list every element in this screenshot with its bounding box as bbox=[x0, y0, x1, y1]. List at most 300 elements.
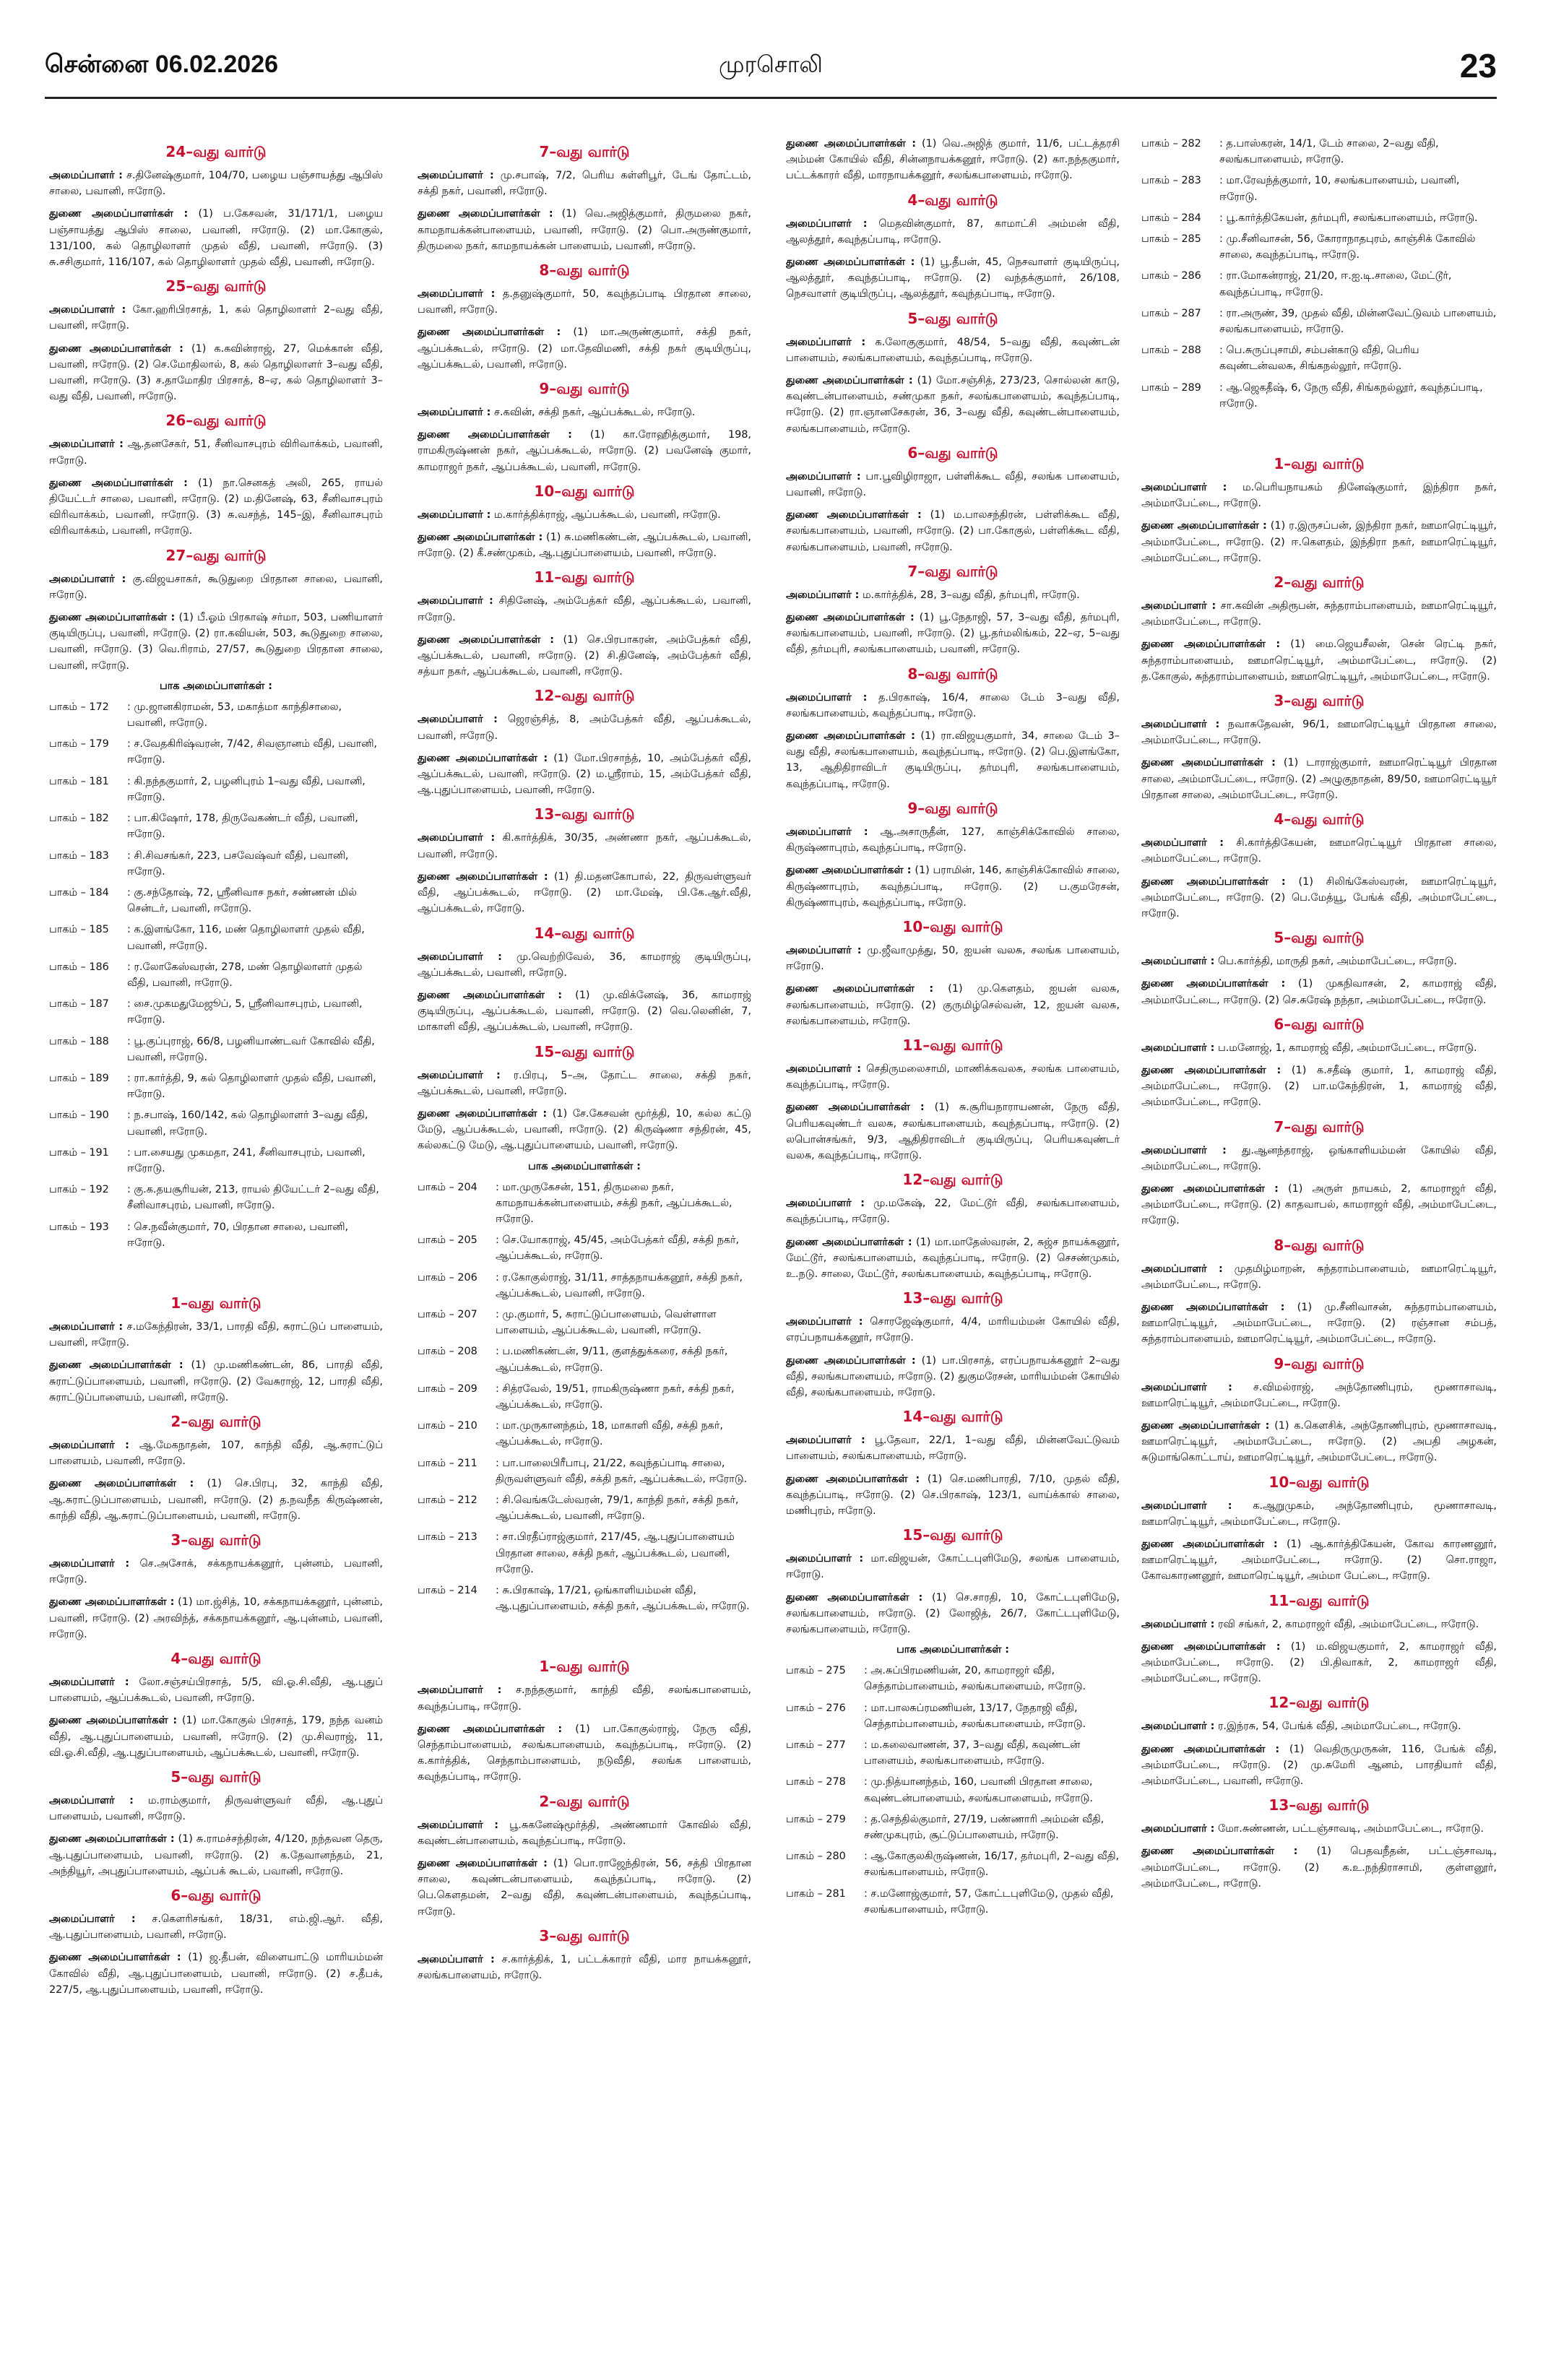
ward-heading: 12–வது வார்டு bbox=[902, 1171, 1003, 1189]
appointee-entry bbox=[786, 1432, 1120, 1464]
ward-heading: 10–வது வார்டு bbox=[902, 917, 1003, 935]
booth-row bbox=[49, 1070, 383, 1102]
booth-details: : ந.சபாஷ், 160/142, கல் தொழிலாளர் 3–வது வீதி, பவானி, ஈரோடு. bbox=[127, 1109, 368, 1138]
role-label: துணை அமைப்பாளர்கள் : bbox=[786, 1354, 916, 1367]
ward-heading: 3–வது வார்டு bbox=[170, 1531, 262, 1549]
role-label: அமைப்பாளர் : bbox=[1141, 482, 1227, 494]
appointee-entry bbox=[1141, 1261, 1497, 1293]
role-label: துணை அமைப்பாளர்கள் : bbox=[786, 1591, 923, 1604]
entry-details: (1) டாராஜ்குமார், ஊமாரெட்டியூர் பிரதான சாலை, அம்மாபேட்டை, ஈரோடு. (2) அழுகுநாதன், 89/50, ஊமாரெட்டியூர் பிரதான சாலை, அம்மாபேட்டை, ஈரோடு. bbox=[1141, 757, 1497, 801]
entry-details: (1) பராமின், 146, காஞ்சிக்கோவில் சாலை, கிருஷ்ணாபுரம், கவுந்தப்பாடி, ஈரோடு. (2) ப.குமரேசன், கிருஷ்ணாபுரம், கவுந்தப்பாடி, ஈரோடு. bbox=[786, 865, 1120, 909]
entry-details: (1) தி.மதனகோபால், 22, திருவள்ளுவர் வீதி, ஆப்பக்கூடல், ஈரோடு. (2) மா.மேஷ், பி.கே.ஆர்.வீதி, ஆப்பக்கூடல், ஈரோடு. bbox=[418, 870, 751, 915]
entry-details: ச.மகேந்திரன், 33/1, பாரதி வீதி, சுராட்டுப் பாளையம், பவானி, ஈரோடு. bbox=[49, 1320, 383, 1349]
booth-row bbox=[418, 1270, 751, 1302]
ward-heading: 3–வது வார்டு bbox=[539, 1926, 630, 1944]
ward-heading: 11–வது வார்டு bbox=[534, 568, 635, 587]
booth-number: பாகம் – 188 bbox=[49, 1035, 109, 1047]
entry-details: (1) மோ.சஞ்சித், 273/23, சொல்லன் காடு, கவுண்டன்பாளையம், சண்முகா நகர், சலங்கபாளையம், கவுந்தப்பாடி, ஈரோடு. (2) ரா.ஞானசேகரன், 36, 3–வது வீதி, கவுண்டன்பாளையம், சலங்கபாளையம், ஈரோடு. bbox=[786, 375, 1120, 435]
booth-number: பாகம் – 275 bbox=[786, 1665, 846, 1677]
booth-details: : ரா.மோகன்ராஜ், 21/20, ஈ.ஐ.டி.சாலை, மேட்டூர், கவுந்தப்பாடி, ஈரோடு. bbox=[1219, 270, 1452, 298]
appointee-entry bbox=[1141, 598, 1497, 630]
role-label: அமைப்பாளர் : bbox=[49, 304, 126, 316]
booth-row bbox=[418, 1492, 751, 1524]
ward-heading: 10–வது வார்டு bbox=[534, 482, 635, 500]
entry-details: (1) மு.விக்னேஷ், 36, காமராஜ் குடியிருப்பு, ஆப்பக்கூடல், பவானி, ஈரோடு. (2) வெ.லெனின், 7, மாகாளி வீதி, ஆப்பக்கூடல், பவானி, ஈரோடு. bbox=[418, 989, 751, 1034]
booth-number: பாகம் – 287 bbox=[1141, 307, 1201, 319]
dateline: சென்னை 06.02.2026 bbox=[45, 51, 279, 78]
ward-heading: 3–வது வார்டு bbox=[1274, 692, 1365, 710]
newspaper-name: முரசொலி bbox=[719, 51, 823, 78]
booth-details: : ர.லோகேஸ்வரன், 278, மண் தொழிலாளர் முதல் வீதி, பவானி, ஈரோடு. bbox=[127, 961, 363, 989]
booth-number: பாகம் – 187 bbox=[49, 998, 109, 1011]
appointee-entry bbox=[418, 168, 751, 199]
booth-details: : பூ.கார்த்திகேயன், தர்மபுரி, சலங்கபாளையம், ஈரோடு. bbox=[1219, 212, 1478, 224]
appointee-entry bbox=[1141, 835, 1497, 867]
role-label: துணை அமைப்பாளர்கள் : bbox=[786, 509, 922, 522]
booth-number: பாகம் – 181 bbox=[49, 775, 109, 787]
entry-details: (1) சே.கேசவன் மூர்த்தி, 10, கல்ல கட்டு மேடு, ஆப்பக்கூடல், பவானி, ஈரோடு. (2) கிருஷ்ணா சந்திரன், 45, கல்லகட்டு மேடு, ஆ.புதுப்பாளையம், பவானி, ஈரோடு. bbox=[418, 1107, 751, 1152]
booth-details: : மு.குமார், 5, சுராட்டுப்பாளையம், வெள்ளாள பாளையம், ஆப்பக்கூடல், பவானி, ஈரோடு. bbox=[496, 1308, 717, 1337]
entry-details: (1) வெ.அஜித் குமார், 11/6, பட்டத்தரசி அம்மன் கோயில் வீதி, சின்னநாயக்கனூர், ஈரோடு. (2) கா.நந்தகுமார், பட்டக்காரர் வீதி, மாரநாயக்கனூர், சலங்கபாளையம், ஈரோடு. bbox=[786, 138, 1120, 182]
booth-row bbox=[418, 1381, 751, 1413]
role-label: அமைப்பாளர் : bbox=[1141, 1144, 1227, 1156]
booth-row bbox=[418, 1455, 751, 1487]
role-label: துணை அமைப்பாளர்கள் : bbox=[1141, 757, 1276, 769]
booth-details: : அ.சுப்பிரமணியன், 20, காமராஜர் வீதி, செந்தாம்பாளையம், சலங்கபாளையம், ஈரோடு. bbox=[864, 1665, 1086, 1693]
appointee-entry bbox=[786, 862, 1120, 911]
booth-number: பாகம் – 284 bbox=[1141, 212, 1201, 224]
entry-details: (1) ஆ.கார்த்திகேயன், கோவ காரணனூர், ஊமாரெட்டியூர், அம்மாபேட்டை, ஈரோடு. (2) சொ.ராஜா, கோவகாரணனூர், ஊமாரெட்டியூர், அம்மா பேட்டை, ஈரோடு. bbox=[1141, 1538, 1497, 1583]
booth-row bbox=[1141, 306, 1497, 337]
booth-details: : பா.கிஷோர், 178, திருவேகண்டர் வீதி, பவானி, ஈரோடு. bbox=[127, 813, 358, 841]
ward-heading: 14–வது வார்டு bbox=[902, 1408, 1003, 1426]
booth-details: : செ.யோகராஜ், 45/45, அம்பேத்கர் வீதி, சக்தி நகர், ஆப்பக்கூடல், ஈரோடு. bbox=[496, 1234, 740, 1263]
booth-details: : மு.சீனிவாசன், 56, கோராநாதபுரம், காஞ்சிக் கோவில் சாலை, கவுந்தப்பாடி, ஈரோடு. bbox=[1219, 233, 1476, 261]
appointee-entry bbox=[1141, 755, 1497, 803]
entry-details: (1) பூ.தீபன், 45, நெசவாளர் குடியிருப்பு, ஆலத்தூர், கவுந்தப்பாடி, ஈரோடு. (2) வந்தக்குமார், 26/108, நெசவாளர் குடியிருப்பு, ஆலத்தூர், கவுந்தப்பாடி, ஈரோடு. bbox=[786, 256, 1120, 300]
appointee-entry bbox=[418, 987, 751, 1036]
booth-row bbox=[418, 1529, 751, 1578]
appointee-entry bbox=[418, 711, 751, 743]
entry-details: (1) வெ.அஜித்குமார், திருமலை நகர், காமநாயக்கன்பாளையம், பவானி, ஈரோடு. (2) பொ.அருண்குமார், திருமலை நகர், காமநாயக்கன் பாளையம், பவானி, ஈரோடு. bbox=[418, 208, 751, 252]
appointee-entry bbox=[1141, 1418, 1497, 1466]
role-label: அமைப்பாளர் : bbox=[786, 1553, 864, 1565]
role-label: அமைப்பாளர் : bbox=[418, 1684, 502, 1697]
appointee-entry bbox=[418, 1721, 751, 1786]
booth-number: பாகம் – 172 bbox=[49, 701, 109, 713]
appointee-entry bbox=[49, 1713, 383, 1761]
appointee-entry bbox=[49, 1831, 383, 1879]
entry-details: (1) மா.மாதேஸ்வரன், 2, சுஜ்ச நாயக்கனூர், மேட்டூர், சலங்கபாளையம், கவுந்தப்பாடி, ஈரோடு. (2) செசண்முகம், உ.நடு. சாலை, மேட்டூர், சலங்கபாளையம், கவுந்தப்பாடி, ஈரோடு. bbox=[786, 1236, 1120, 1280]
ward-heading: 1–வது வார்டு bbox=[170, 1294, 262, 1312]
entry-details: ஆ.தனசேகர், 51, சீனிவாசபுரம் விரிவாக்கம், பவானி, ஈரோடு. bbox=[49, 438, 383, 467]
booth-row bbox=[1141, 173, 1497, 204]
booth-row bbox=[49, 1145, 383, 1177]
appointee-entry bbox=[786, 610, 1120, 658]
entry-details: மு.வெற்றிவேல், 36, காமராஜ் குடியிருப்பு, ஆப்பக்கூடல், பவானி, ஈரோடு. bbox=[418, 951, 751, 979]
entry-details: முதமிழ்மாறன், சுந்தராம்பாளையம், ஊமாரெட்டியூர், அம்மாபேட்டை, ஈரோடு. bbox=[1141, 1263, 1497, 1291]
appointee-entry bbox=[786, 334, 1120, 366]
role-label: அமைப்பாளர் : bbox=[49, 1913, 136, 1926]
appointee-entry bbox=[1141, 874, 1497, 922]
entry-details: (1) ர.இருசப்பன், இந்திரா நகர், ஊமாரெட்டியூர், அம்மாபேட்டை, ஈரோடு. (2) ஈ.கௌதம், இந்திரா நகர், ஊமாரெட்டியூர், அம்மாபேட்டை, ஈரோடு. bbox=[1141, 520, 1497, 564]
role-label: துணை அமைப்பாளர்கள் : bbox=[49, 1833, 175, 1845]
appointee-entry bbox=[418, 869, 751, 917]
booth-number: பாகம் – 277 bbox=[786, 1739, 846, 1752]
booth-details: : ச.மனோஜ்குமார், 57, கோட்டபுளிமேடு, முதல் வீதி, சலங்கபாளையம், ஈரோடு. bbox=[864, 1887, 1114, 1916]
role-label: அமைப்பாளர் : bbox=[786, 1316, 863, 1328]
booth-row bbox=[786, 1774, 1120, 1806]
booth-details: : பெ.சுருப்புசாமி, சம்பன்காடு வீதி, பெரிய கவுண்டன்வலசு, சிங்கநல்லூர், ஈரோடு. bbox=[1219, 345, 1419, 373]
appointee-entry bbox=[1141, 1741, 1497, 1790]
appointee-entry bbox=[49, 1437, 383, 1469]
entry-details: (1) செ.மணிபாரதி, 7/10, முதல் வீதி, கவுந்தப்பாடி, ஈரோடு. (2) செ.பிரகாஷ், 123/1, வாய்க்கால் சாலை, மணிபுரம், ஈரோடு. bbox=[786, 1473, 1120, 1517]
ward-heading: 13–வது வார்டு bbox=[1268, 1796, 1370, 1814]
column-4 bbox=[1141, 136, 1497, 2353]
booth-number: பாகம் – 282 bbox=[1141, 138, 1201, 150]
ward-heading: 4–வது வார்டு bbox=[170, 1650, 262, 1668]
role-label: துணை அமைப்பாளர்கள் : bbox=[49, 612, 176, 624]
ward-heading: 5–வது வார்டு bbox=[1274, 929, 1365, 947]
entry-details: (1) சிலிங்கேஸ்வரன், ஊமாரெட்டியூர், அம்மாபேட்டை, ஈரோடு. (2) பெ.மேத்யூ, பேங்க் வீதி, அம்மாபேட்டை, ஈரோடு. bbox=[1141, 875, 1497, 919]
booth-row bbox=[49, 922, 383, 953]
appointee-entry bbox=[786, 1099, 1120, 1164]
booth-row bbox=[418, 1180, 751, 1228]
role-label: துணை அமைப்பாளர்கள் : bbox=[786, 375, 913, 387]
role-label: துணை அமைப்பாளர்கள் : bbox=[49, 1359, 183, 1372]
ward-heading: 1–வது வார்டு bbox=[539, 1658, 630, 1676]
role-label: அமைப்பாளர் : bbox=[418, 509, 491, 521]
entry-details: (1) மா.அருண்குமார், சக்தி நகர், ஆப்பக்கூடல், ஈரோடு. (2) மா.தேவிமணி, சக்தி நகர் குடியிருப்பு, ஆப்பக்கூடல், பவானி, ஈரோடு. bbox=[418, 326, 751, 371]
role-label: துணை அமைப்பாளர்கள் : bbox=[418, 752, 548, 764]
appointee-entry bbox=[418, 1817, 751, 1849]
booth-row bbox=[49, 1219, 383, 1251]
appointee-entry bbox=[49, 1319, 383, 1351]
appointee-entry bbox=[418, 949, 751, 981]
entry-details: (1) மு.மணிகண்டன், 86, பாரதி வீதி, சுராட்டுப்பாளையம், பவானி, ஈரோடு. (2) வேசுராஜ், 12, பாரதி வீதி, சுராட்டுப்பாளையம், பவானி, ஈரோடு. bbox=[49, 1359, 383, 1403]
booth-details: : பா.பாலைபிரீபாபு, 21/22, கவுந்தப்பாடி சாலை, திருவள்ளுவர் வீதி, சக்தி நகர், ஆப்பக்கூடல், ஈரோடு. bbox=[496, 1457, 748, 1485]
appointee-entry bbox=[1141, 1063, 1497, 1111]
entry-details: ம.கார்த்திக்ராஜ், ஆப்பக்கூடல், பவானி, ஈரோடு. bbox=[490, 509, 721, 521]
column-3 bbox=[786, 136, 1120, 2353]
entry-details: (1) க.கௌசிக், அந்தோணிபுரம், மூணாசாவடி, ஊமாரெட்டியூர், அம்மாபேட்டை, ஈரோடு. (2) அபதி அழகன், சுடுமாங்கொட்டாய், ஊமாரெட்டியூர், அம்மாபேட்டை, ஈரோடு. bbox=[1141, 1419, 1497, 1464]
appointee-entry bbox=[786, 587, 1120, 603]
appointee-entry bbox=[49, 571, 383, 603]
booth-number: பாகம் – 182 bbox=[49, 813, 109, 825]
entry-details: (1) மை.ஜெயசீலன், சென் ரெட்டி நகர், சுந்தராம்பாளையம், ஊமாரெட்டியூர், அம்மாபேட்டை, ஈரோடு. (2) த.கோகுல், சுந்தராம்பாளையம், ஊமாரெட்டியூர், அம்மாபேட்டை, ஈரோடு. bbox=[1141, 639, 1497, 683]
entry-details: (1) க.கவின்ராஜ், 27, மெக்கான் வீதி, பவானி, ஈரோடு. (2) செ.மோதிலால், 8, கல் தொழிலாளர் 3–வது வீதி, பவானி, ஈரோடு. (3) ச.தாமோதிர பிரசாத், 8–ஏ, கல் தொழிலாளர் 3–வது வீதி, பவானி, ஈரோடு. bbox=[49, 342, 383, 403]
appointee-entry bbox=[1141, 1821, 1497, 1837]
entry-details: சி.கார்த்திகேயன், ஊமாரெட்டியூர் பிரதான சாலை, அம்மாபேட்டை, ஈரோடு. bbox=[1141, 837, 1497, 865]
appointee-entry bbox=[1141, 1040, 1497, 1056]
booth-details: : க.இளங்கோ, 116, மண் தொழிலாளர் முதல் வீதி, பவானி, ஈரோடு. bbox=[127, 924, 365, 952]
entry-details: மு.மகேஷ், 22, மேட்டூர் வீதி, சலங்கபாளையம், கவுந்தப்பாடி, ஈரோடு. bbox=[786, 1198, 1120, 1226]
booth-row bbox=[786, 1886, 1120, 1918]
ward-heading: 4–வது வார்டு bbox=[1274, 810, 1365, 828]
role-label: அமைப்பாளர் : bbox=[418, 1819, 498, 1831]
appointee-entry bbox=[1141, 1181, 1497, 1229]
booth-details: : த.செந்தில்குமார், 27/19, பண்ணாரி அம்மன் வீதி, சண்முகபுரம், சூட்டுப்பாளையம், ஈரோடு. bbox=[864, 1813, 1105, 1842]
ward-heading: 14–வது வார்டு bbox=[534, 924, 635, 942]
booth-row bbox=[786, 1737, 1120, 1769]
ward-heading: 9–வது வார்டு bbox=[1274, 1354, 1365, 1372]
appointee-entry bbox=[418, 324, 751, 373]
booth-details: : ரா.கார்த்தி, 9, கல் தொழிலாளர் முதல் வீதி, பவானி, ஈரோடு. bbox=[127, 1072, 376, 1101]
entry-details: (1) ம.விஜயகுமார், 2, காமராஜர் வீதி, அம்மாபேட்டை, ஈரோடு. (2) பி.திவாகர், 2, காமராஜர் வீதி, அம்மாபேட்டை, ஈரோடு. bbox=[1141, 1640, 1497, 1685]
appointee-entry bbox=[786, 1471, 1120, 1520]
entry-details: மெதவின்குமார், 87, காமாட்சி அம்மன் வீதி, ஆலத்தூர், கவுந்தப்பாடி, ஈரோடு. bbox=[786, 217, 1120, 246]
appointee-entry bbox=[49, 475, 383, 540]
entry-details: ரவி சங்கர், 2, காமராஜர் வீதி, அம்மாபேட்டை, ஈரோடு. bbox=[1214, 1618, 1479, 1630]
booth-details: : சை.முகமதுமேஜூப், 5, ஸ்ரீனிவாசபுரம், பவானி, ஈரோடு. bbox=[127, 998, 363, 1026]
ward-heading: 5–வது வார்டு bbox=[170, 1768, 262, 1786]
role-label: அமைப்பாளர் : bbox=[786, 1063, 861, 1075]
role-label: துணை அமைப்பாளர்கள் : bbox=[1141, 1064, 1281, 1076]
entry-details: (1) சு.மணிகண்டன், ஆப்பக்கூடல், பவானி, ஈரோடு. (2) கீ.சண்முகம், ஆ.புதுப்பாளையம், பவானி, ஈரோடு. bbox=[418, 532, 751, 560]
role-label: துணை அமைப்பாளர்கள் : bbox=[1141, 1301, 1285, 1313]
role-label: துணை அமைப்பாளர்கள் : bbox=[786, 730, 915, 743]
booth-number: பாகம் – 286 bbox=[1141, 270, 1201, 282]
column-2 bbox=[418, 136, 751, 2353]
booth-row bbox=[49, 848, 383, 880]
entry-details: செதிருமலைசாமி, மாணிக்கவலசு, சலங்க பாளையம், கவுந்தப்பாடி, ஈரோடு. bbox=[786, 1063, 1120, 1091]
appointee-entry bbox=[49, 168, 383, 199]
booth-number: பாகம் – 280 bbox=[786, 1851, 846, 1863]
ward-heading: 2–வது வார்டு bbox=[170, 1412, 262, 1430]
appointee-entry bbox=[786, 216, 1120, 248]
role-label: துணை அமைப்பாளர்கள் : bbox=[418, 429, 572, 441]
booth-number: பாகம் – 288 bbox=[1141, 345, 1201, 357]
role-label: அமைப்பாளர் : bbox=[418, 170, 494, 181]
entry-details: (1) ப.கேசவன், 31/171/1, பழைய பஞ்சாயத்து ஆபிஸ் சாலை, பவானி, ஈரோடு. (2) மா.கோகுல், 131/100, கல் தொழிலாளர் முதல் வீதி, பவானி, ஈரோடு. (3) சு.சசிகுமார், 116/107, கல் தொழிலாளர் முதல் வீதி, பவானி, ஈரோடு. bbox=[49, 208, 383, 269]
role-label: துணை அமைப்பாளர்கள் : bbox=[49, 1596, 175, 1609]
ward-heading: 2–வது வார்டு bbox=[1274, 574, 1365, 592]
ward-heading: 2–வது வார்டு bbox=[539, 1792, 630, 1810]
entry-details: (1) சு.ராமச்சந்திரன், 4/120, நந்தவன தெரு, ஆ.புதுப்பாளையம், பவானி, ஈரோடு. (2) க.தேவானந்தம், 21, அந்தியூர், அபுதுப்பாளையம், ஆப்பக் கூடல், பவானி, ஈரோடு. bbox=[49, 1833, 383, 1877]
booth-number: பாகம் – 179 bbox=[49, 738, 109, 750]
role-label: துணை அமைப்பாளர்கள் : bbox=[1141, 1640, 1281, 1653]
entry-details: ம.ராம்குமார், திருவள்ளுவர் வீதி, ஆ.புதுப் பாளையம், பவானி, ஈரோடு. bbox=[49, 1795, 383, 1823]
appointee-entry bbox=[418, 427, 751, 475]
booth-row bbox=[786, 1812, 1120, 1843]
entry-details: (1) நா.செனகத் அலி, 265, ராயல் தியேட்டர் சாலை, பவானி, ஈரோடு. (2) ம.தினேஷ், 63, சீனிவாசபுரம் விரிவாக்கம், பவானி, ஈரோடு. (3) சு.வசந்த், 145–இ, சீனிவாசபுரம் விரிவாக்கம், பவானி, ஈரோடு. bbox=[49, 477, 383, 537]
role-label: அமைப்பாளர் : bbox=[418, 595, 493, 607]
booth-details: : சா.பிரதீப்ராஜ்குமார், 217/45, ஆ.புதுப்பாளையம் பிரதான சாலை, சக்தி நகர், ஆப்பக்கூடல், பவானி, ஈரோடு. bbox=[496, 1531, 735, 1575]
role-label: துணை அமைப்பாளர்கள் : bbox=[786, 1473, 920, 1485]
entry-details: ச.விமல்ராஜ், அந்தோணிபுரம், மூணாசாவடி, ஊமாரெட்டியூர், அம்மாபேட்டை, ஈரோடு. bbox=[1141, 1381, 1497, 1409]
entry-details: ர.பிரபு, 5–அ, தோட்ட சாலை, சக்தி நகர், ஆப்பக்கூடல், பவானி, ஈரோடு. bbox=[418, 1069, 751, 1097]
entry-details: மு.ஜீவாமுத்து, 50, ஐயன் வலசு, சலங்க பாளையம், ஈரோடு. bbox=[786, 944, 1120, 973]
booth-number: பாகம் – 183 bbox=[49, 849, 109, 862]
role-label: அமைப்பாளர் : bbox=[49, 1676, 129, 1689]
booth-number: பாகம் – 185 bbox=[49, 924, 109, 936]
entry-details: பா.பூவிழிராஜா, பள்ளிக்கூட வீதி, சலங்க பாளையம், பவானி, ஈரோடு. bbox=[786, 470, 1120, 499]
booth-row bbox=[49, 736, 383, 768]
appointee-entry bbox=[418, 404, 751, 420]
role-label: அமைப்பாளர் : bbox=[1141, 1500, 1232, 1512]
booth-details: : மா.முருகேசன், 151, திருமலை நகர், காமநாயக்கன்பாளையம், சக்தி நகர், ஆப்பக்கூடல், ஈரோடு. bbox=[496, 1181, 732, 1225]
booth-number: பாகம் – 213 bbox=[418, 1531, 477, 1544]
role-label: துணை அமைப்பாளர்கள் : bbox=[1141, 520, 1267, 532]
appointee-entry bbox=[786, 507, 1120, 555]
entry-details: த.பிரகாஷ், 16/4, சாலை டேம் 3–வது வீதி, சலங்கபாளையம், கவுந்தப்பாடி, ஈரோடு. bbox=[786, 691, 1120, 719]
role-label: அமைப்பாளர் : bbox=[49, 1558, 130, 1570]
entry-details: (1) சு.சூரியநாராயணன், நேரு வீதி, பெரியகவுண்டர் வலசு, சலங்கபாளையம், கவுந்தப்பாடி, ஈரோடு. (2) லபொன்சங்கர், 9/3, ஆதிதிராவிடர் குடியிருப்பு, பெரியகவுண்டர் வலசு, கவுந்தப்பாடி, ஈரோடு. bbox=[786, 1102, 1120, 1161]
appointee-entry bbox=[49, 1594, 383, 1643]
ward-heading: 8–வது வார்டு bbox=[907, 665, 998, 683]
role-label: துணை அமைப்பாளர்கள் : bbox=[418, 532, 543, 544]
appointee-entry bbox=[49, 1793, 383, 1825]
appointee-entry bbox=[1141, 1718, 1497, 1734]
role-label: துணை அமைப்பாளர்கள் : bbox=[418, 326, 561, 339]
booth-details: : மு.நித்யானந்தம், 160, பவானி பிரதான சாலை, கவுண்டன்பாளையம், சலங்கபாளையம், ஈரோடு. bbox=[864, 1776, 1093, 1804]
appointee-entry bbox=[1141, 1143, 1497, 1174]
entry-details: (1) ம.பாலசந்திரன், பள்ளிக்கூட வீதி, சலங்கபாளையம், பவானி, ஈரோடு. (2) பா.கோகுல், பள்ளிக்கூட வீதி, சலங்கபாளையம், பவானி, ஈரோடு. bbox=[786, 509, 1120, 553]
entry-details: ம.பெரியநாயகம் தினேஷ்குமார், இந்திரா நகர், அம்மாபேட்டை, ஈரோடு. bbox=[1141, 482, 1497, 510]
appointee-entry bbox=[1141, 717, 1497, 748]
entry-details: சிதினேஷ், அம்பேத்கர் வீதி, ஆப்பக்கூடல், பவானி, ஈரோடு. bbox=[418, 595, 751, 623]
booth-row bbox=[49, 699, 383, 731]
booth-row bbox=[49, 959, 383, 991]
entry-details: மோ.சுண்ணன், பட்டஞ்சாவடி, அம்மாபேட்டை, ஈரோடு. bbox=[1214, 1823, 1484, 1835]
booth-row bbox=[49, 1034, 383, 1065]
appointee-entry bbox=[49, 341, 383, 405]
booth-number: பாகம் – 193 bbox=[49, 1221, 109, 1233]
entry-details: சொரஜேஷ்குமார், 4/4, மாரியம்மன் கோயில் வீதி, எரப்பநாயக்கனூர், ஈரோடு. bbox=[786, 1316, 1120, 1344]
booth-details: : மா.முருகானந்தம், 18, மாகாளி வீதி, சக்தி நகர், ஆப்பக்கூடல், ஈரோடு. bbox=[496, 1420, 723, 1448]
appointee-entry bbox=[418, 286, 751, 318]
booth-number: பாகம் – 184 bbox=[49, 886, 109, 899]
booth-details: : ரா.அருண், 39, முதல் வீதி, மின்னவேட்டுவம் பாளையம், சலங்கபாளையம், ஈரோடு. bbox=[1219, 307, 1497, 336]
role-label: துணை அமைப்பாளர்கள் : bbox=[49, 1715, 178, 1727]
booth-number: பாகம் – 189 bbox=[49, 1072, 109, 1084]
role-label: அமைப்பாளர் : bbox=[1141, 837, 1224, 849]
appointee-entry bbox=[1141, 1498, 1497, 1530]
booth-number: பாகம் – 209 bbox=[418, 1382, 477, 1395]
booth-details: : ர.கோகுல்ராஜ், 31/11, சாத்தநாயக்கனூர், சக்தி நகர், ஆப்பக்கூடல், பவானி, ஈரோடு. bbox=[496, 1271, 743, 1299]
role-label: அமைப்பாளர் : bbox=[418, 714, 498, 726]
ward-heading: 7–வது வார்டு bbox=[1274, 1117, 1365, 1135]
ward-heading: 6–வது வார்டு bbox=[907, 443, 998, 462]
ward-heading: 24–வது வார்டு bbox=[165, 143, 267, 160]
role-label: அமைப்பாளர் : bbox=[49, 573, 126, 585]
appointee-entry bbox=[1141, 1299, 1497, 1348]
page-number: 23 bbox=[1459, 47, 1497, 85]
ward-heading: 8–வது வார்டு bbox=[1274, 1236, 1365, 1254]
role-label: துணை அமைப்பாளர்கள் : bbox=[418, 1723, 563, 1735]
booth-row bbox=[418, 1307, 751, 1338]
booth-section-heading: பாக அமைப்பாளர்கள் : bbox=[527, 1160, 641, 1172]
appointee-entry bbox=[1141, 1536, 1497, 1585]
entry-details: (1) பெதவநீதன், பட்டஞ்சாவடி, அம்மாபேட்டை, ஈரோடு. (2) க.உ.நந்திராசாமி, குள்ளனூர், அம்மாபேட்டை, ஈரோடு. bbox=[1141, 1845, 1497, 1890]
booth-details: : சித்ரவேல், 19/51, ராமகிருஷ்ணா நகர், சக்தி நகர், ஆப்பக்கூடல், ஈரோடு. bbox=[496, 1382, 735, 1411]
ward-heading: 5–வது வார்டு bbox=[907, 309, 998, 327]
booth-number: பாகம் – 281 bbox=[786, 1887, 846, 1900]
entry-details: மா.விஜயன், கோட்டபுளிமேடு, சலங்க பாளையம், ஈரோடு. bbox=[786, 1553, 1120, 1581]
booth-details: : ஆ.கோகுலகிருஷ்ணன், 16/17, தர்மபுரி, 2–வது வீதி, சலங்கபாளையம், ஈரோடு. bbox=[864, 1851, 1120, 1879]
appointee-entry bbox=[418, 1068, 751, 1099]
entry-details: ச.நந்தகுமார், காந்தி வீதி, சலங்கபாளையம், கவுந்தப்பாடி, ஈரோடு. bbox=[418, 1684, 751, 1713]
booth-number: பாகம் – 211 bbox=[418, 1457, 477, 1469]
booth-details: : சி.வெங்கடேஸ்வரன், 79/1, காந்தி நகர், சக்தி நகர், ஆப்பக்கூடல், பவானி, ஈரோடு. bbox=[496, 1494, 739, 1523]
role-label: துணை அமைப்பாளர்கள் : bbox=[418, 1107, 548, 1120]
entry-details: ஆ.மேகநாதன், 107, காந்தி வீதி, ஆ.சுராட்டுப் பாளையம், பவானி, ஈரோடு. bbox=[49, 1439, 383, 1468]
booth-details: : சி.சிவசங்கர், 223, பசவேஷ்வர் வீதி, பவானி, ஈரோடு. bbox=[127, 849, 349, 878]
booth-number: பாகம் – 283 bbox=[1141, 175, 1201, 187]
role-label: அமைப்பாளர் : bbox=[1141, 1381, 1232, 1393]
entry-details: க.லோகுகுமார், 48/54, 5–வது வீதி, கவுண்டன் பாளையம், சலங்கபாளையம், கவுந்தப்பாடி, ஈரோடு. bbox=[786, 336, 1120, 364]
role-label: துணை அமைப்பாளர்கள் : bbox=[418, 633, 554, 646]
booth-details: : பூ.குப்புராஜ், 66/8, பழனியாண்டவர் கோவில் வீதி, பவானி, ஈரோடு. bbox=[127, 1035, 375, 1063]
booth-row bbox=[1141, 231, 1497, 263]
role-label: துணை அமைப்பாளர்கள் : bbox=[49, 477, 188, 489]
appointee-entry bbox=[1141, 636, 1497, 685]
appointee-entry bbox=[786, 1353, 1120, 1401]
entry-details: கு.விஜயசாகர், கூடுதுறை பிரதான சாலை, பவானி, ஈரோடு. bbox=[49, 573, 383, 601]
role-label: துணை அமைப்பாளர்கள் : bbox=[418, 989, 563, 1001]
role-label: துணை அமைப்பாளர்கள் : bbox=[786, 865, 912, 877]
header-rule bbox=[45, 97, 1497, 99]
ward-heading: 15–வது வார்டு bbox=[902, 1526, 1003, 1544]
appointee-entry bbox=[49, 1950, 383, 1998]
ward-heading: 27–வது வார்டு bbox=[165, 546, 267, 564]
booth-row bbox=[1141, 136, 1497, 168]
booth-row bbox=[786, 1663, 1120, 1695]
role-label: துணை அமைப்பாளர்கள் : bbox=[49, 208, 189, 220]
booth-details: : ச.வேதகிரிஷ்வரன், 7/42, சிவஞானம் வீதி, பவானி, ஈரோடு. bbox=[127, 738, 377, 766]
appointee-entry bbox=[786, 373, 1120, 437]
appointee-entry bbox=[786, 1551, 1120, 1583]
booth-details: : ஆ.ஜெகதீஷ், 6, நேரு வீதி, சிங்கநல்லூர், கவுந்தப்பாடி, ஈரோடு. bbox=[1219, 381, 1483, 410]
booth-details: : பா.சையது முகமதா, 241, சீனிவாசபுரம், பவானி, ஈரோடு. bbox=[127, 1146, 366, 1174]
appointee-entry bbox=[49, 1911, 383, 1943]
booth-section-heading: பாக அமைப்பாளர்கள் : bbox=[896, 1644, 1010, 1656]
role-label: துணை அமைப்பாளர்கள் : bbox=[49, 1478, 194, 1490]
appointee-entry bbox=[786, 254, 1120, 303]
role-label: துணை அமைப்பாளர்கள் : bbox=[1141, 1538, 1278, 1550]
appointee-entry bbox=[49, 302, 383, 334]
entry-details: (1) பீ.ஓம் பிரகாஷ் சர்மா, 503, பணியாளர் குடியிருப்பு, பவானி, ஈரோடு. (2) ரா.கவியன், 503, கூடுதுறை சாலை, பவானி, ஈரோடு. (3) வெ.ரிராம், 27/57, கூடுதுறை பிரதான சாலை, பவானி, ஈரோடு. bbox=[49, 612, 383, 672]
entry-details: (1) மா.ஜ்சித், 10, சக்கநாயக்கனூர், புன்னம், பவானி, ஈரோடு. (2) அரவிந்த், சக்கநாயக்கனூர், ஆ.புன்னம், பவானி, ஈரோடு. bbox=[49, 1596, 383, 1640]
entry-details: ச.கார்த்திக், 1, பட்டக்காரர் வீதி, மார நாயக்கனூர், சலங்கபாளையம், ஈரோடு. bbox=[418, 1953, 751, 1982]
role-label: துணை அமைப்பாளர்கள் : bbox=[418, 208, 553, 220]
role-label: துணை அமைப்பாளர்கள் : bbox=[418, 1858, 548, 1870]
appointee-entry bbox=[786, 1195, 1120, 1227]
appointee-entry bbox=[786, 824, 1120, 856]
entry-details: த.தனுஷ்குமார், 50, கவுந்தப்பாடி பிரதான சாலை, பவானி, ஈரோடு. bbox=[418, 288, 751, 316]
ward-heading: 13–வது வார்டு bbox=[902, 1289, 1003, 1307]
appointee-entry bbox=[49, 1674, 383, 1706]
appointee-entry bbox=[418, 507, 751, 523]
appointee-entry bbox=[786, 943, 1120, 974]
role-label: அமைப்பாளர் : bbox=[1141, 1263, 1223, 1275]
role-label: அமைப்பாளர் : bbox=[786, 470, 861, 483]
booth-details: : சு.பிரகாஷ், 17/21, ஒங்காளியம்மன் வீதி, ஆ.புதுப்பாளையம், சக்தி நகர், ஆப்பக்கூடல், ஈரோடு. bbox=[496, 1585, 750, 1613]
entry-details: (1) ஜ.தீபன், விளையாட்டு மாரியம்மன் கோவில் வீதி, ஆ.புதுப்பாளையம், பவானி, ஈரோடு. (2) ச.தீபக், 227/5, ஆ.புதுப்பாளையம், பவானி, ஈரோடு. bbox=[49, 1952, 383, 1996]
booth-number: பாகம் – 279 bbox=[786, 1813, 846, 1825]
entry-details: (1) மோ.பிரசாந்த், 10, அம்பேத்கர் வீதி, ஆப்பக்கூடல், பவானி, ஈரோடு. (2) ம.ஸ்ரீராம், 15, அம்பேத்கர் வீதி, ஆ.புதுப்பாளையம், பவானி, ஈரோடு. bbox=[418, 752, 751, 797]
appointee-entry bbox=[1141, 518, 1497, 566]
booth-row bbox=[1141, 268, 1497, 300]
role-label: துணை அமைப்பாளர்கள் : bbox=[1141, 1419, 1270, 1432]
role-label: துணை அமைப்பாளர்கள் : bbox=[1141, 1845, 1298, 1858]
role-label: துணை அமைப்பாளர்கள் : bbox=[49, 342, 183, 355]
appointee-entry bbox=[786, 469, 1120, 501]
booth-row bbox=[49, 996, 383, 1028]
entry-details: ப.மனோஜ், 1, காமராஜ் வீதி, அம்மாபேட்டை, ஈரோடு. bbox=[1214, 1042, 1477, 1054]
role-label: அமைப்பாளர் : bbox=[49, 1795, 134, 1807]
appointee-entry bbox=[418, 206, 751, 254]
